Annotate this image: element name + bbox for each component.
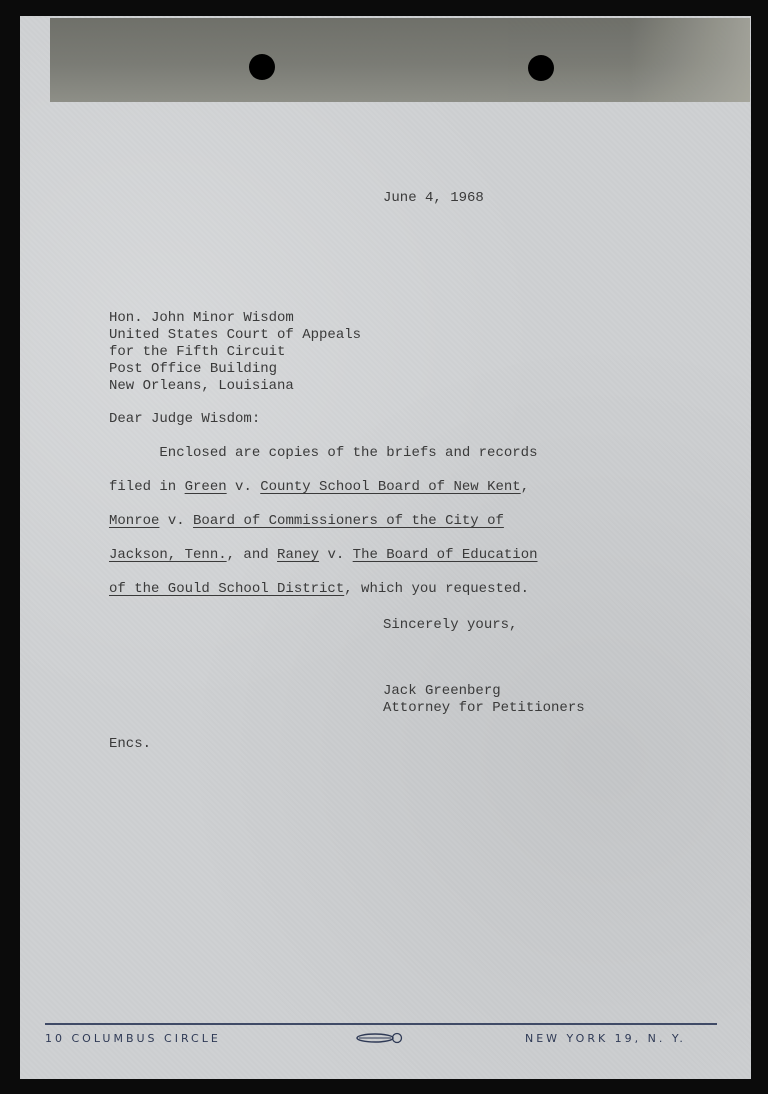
- case-party-county-school-board: County School Board of New Kent: [260, 479, 521, 495]
- body-line-5: [109, 581, 529, 598]
- body-text: Enclosed are copies of the briefs and records: [109, 445, 538, 461]
- salutation: Dear Judge Wisdom:: [109, 411, 261, 427]
- body-text: , and: [226, 547, 278, 563]
- address-line: United States Court of Appeals: [109, 327, 362, 343]
- case-name-monroe: Monroe: [109, 513, 160, 529]
- case-party-board-of-education: The Board of Education: [352, 547, 538, 563]
- body-line-3: [109, 513, 504, 530]
- case-party-jackson: Jackson, Tenn.: [109, 547, 227, 563]
- body-line-4: [109, 547, 538, 564]
- body-line-1: [109, 445, 537, 462]
- closing: Sincerely yours,: [383, 617, 518, 633]
- tape-strip: [50, 18, 750, 102]
- footer-rule: [45, 1023, 717, 1025]
- punch-hole-left: [249, 54, 275, 80]
- body-line-2: [109, 479, 529, 496]
- body-text: v.: [159, 513, 194, 529]
- footer-address: 10 COLUMBUS CIRCLE: [45, 1032, 221, 1045]
- case-party-board-of-commissioners: Board of Commissioners of the City of: [193, 513, 504, 529]
- tape-edge: [630, 18, 750, 102]
- body-text: v.: [319, 547, 353, 563]
- signer-title: Attorney for Petitioners: [383, 700, 585, 716]
- punch-hole-right: [528, 55, 554, 81]
- case-name-green: Green: [184, 479, 227, 495]
- case-name-raney: Raney: [277, 547, 320, 563]
- body-text: ,: [520, 479, 530, 495]
- address-line: Hon. John Minor Wisdom: [109, 310, 294, 326]
- body-text: , which you requested.: [344, 581, 530, 597]
- body-text: filed in: [109, 479, 185, 495]
- address-line: Post Office Building: [109, 361, 278, 377]
- address-line: for the Fifth Circuit: [109, 344, 286, 360]
- address-line: New Orleans, Louisiana: [109, 378, 294, 394]
- footer-city: NEW YORK 19, N. Y.: [525, 1032, 686, 1045]
- case-party-gould-school-district: of the Gould School District: [109, 581, 345, 597]
- enclosure-note: Encs.: [109, 736, 152, 752]
- body-text: v.: [226, 479, 261, 495]
- letter-date: June 4, 1968: [383, 190, 484, 206]
- signer-name: Jack Greenberg: [383, 683, 501, 699]
- union-bug-icon: [355, 1031, 403, 1048]
